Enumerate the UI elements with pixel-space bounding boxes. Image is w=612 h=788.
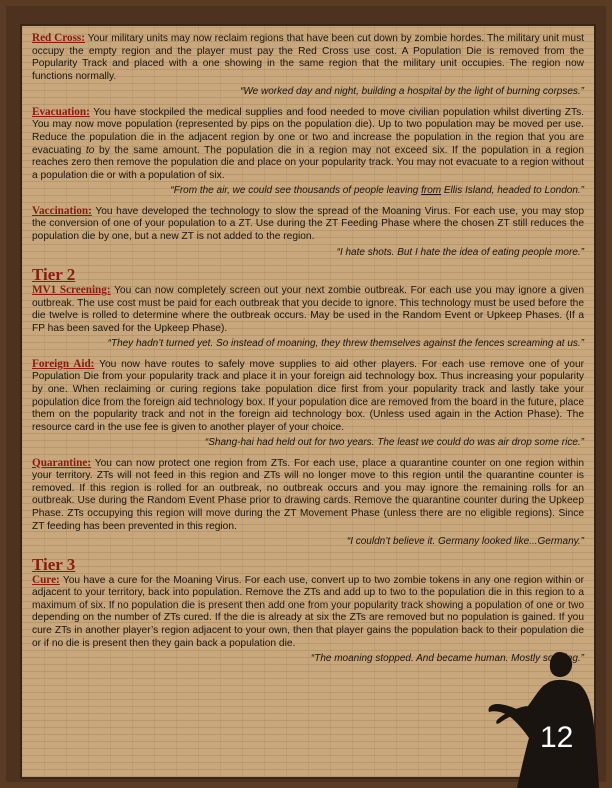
entry-evacuation <box>32 106 584 183</box>
quote-quarantine: “I couldn’t believe it. Germany looked like...Germany.” <box>346 536 584 548</box>
quote-text: Ellis Island, headed to London.” <box>441 185 584 197</box>
heading-tier-3: Tier 3 <box>32 554 76 574</box>
entry-text: You can now completely screen out your next zombie outbreak. For each use you may ignore a given outbreak. The use cost must be paid for each outbreak that you decide to ignore. This technology must be used before the die twelve is rolled to determine where the outbreak occurs. May be used in the Random Event or Upkeep Phases. (If a FP has been saved for the Upkeep Phase). <box>32 284 584 334</box>
entry-text: You can now protect one region from ZTs. For each use, place a quarantine counter on one region within your territory. ZTs will not feed in this region and ZTs will no longer move to this region until the quarantine counter is removed. If this region is rolled for an outbreak, no outbreak occurs and you may ignore the remaining rolls for an outbreak. Use during the Random Event Phase prior to drawing cards. Remove the quarantine counter during the Upkeep Phase. ZTs occupying this region will move during the ZT Movement Phase (unless there are no eligible regions). Since ZT feeding has been prevented in this region. <box>32 457 584 532</box>
heading-tier-2: Tier 2 <box>32 264 76 284</box>
quote-cure: “The moaning stopped. And became human. Mostly sobbing.” <box>310 653 584 665</box>
emphasis-to: to <box>85 144 95 156</box>
quote-text: “From the air, we could see thousands of people leaving <box>170 185 422 197</box>
entry-red-cross <box>32 32 584 83</box>
entry-text: You have stockpiled the medical supplies and food needed to move civilian population whilst diverting ZTs. You may now move population (represented by pips on the population die). Up to two population may be moved per use. Reduce the population die in the adjacent region by one or two and increase the population in the region that you are evacuating <box>32 106 584 156</box>
entry-text: You have a cure for the Moaning Virus. For each use, convert up to two zombie tokens in any one region within or adjacent to your territory, back into population. Remove the ZTs and add up to two to the population die in this region to a maximum of six. If no population die is present then add one from your popularity track showing a population of one or two depending on the number of ZTs cured. If the die is already at six the ZTs are removed but no population is gained. If you cure ZTs in another player’s region adjacent to your own, then that player gains the population back to their population die or if no die is present then they gain back a population die. <box>32 574 584 649</box>
entry-cure <box>32 574 584 651</box>
entry-text: You have developed the technology to slow the spread of the Moaning Virus. For each use, you may stop the conversion of one of your population to a ZT. Use during the ZT Feeding Phase where the chosen ZT still reduces the population die by one, but a new ZT is not added to the region. <box>32 205 584 242</box>
page-number: 12 <box>540 721 574 754</box>
term-foreign-aid: Foreign Aid: <box>32 357 95 370</box>
entry-quarantine <box>32 457 584 534</box>
entry-mv1-screening <box>32 284 584 335</box>
quote-vaccination: “I hate shots. But I hate the idea of eating people more.” <box>336 246 584 258</box>
term-vaccination: Vaccination: <box>32 204 92 217</box>
term-mv1-screening: MV1 Screening: <box>32 283 111 296</box>
entry-text: You now have routes to safely move supplies to aid other players. For each use remove one of your Population Die from your popularity track and place it in your foreign aid technology box. Thus increasing your popularity by one. When reclaiming or curing regions take population dice first from your popularity track and lastly take your population dice from the foreign aid technology box. If your population dice are removed from the board in the future, place them on the popularity track and not in the foreign aid technology box. (Unless used again in the Action Phase). The resource card in the use fee is given to another player of your choice. <box>32 358 584 433</box>
quote-foreign-aid: “Shang-hai had held out for two years. The least we could do was air drop some rice.” <box>204 437 584 449</box>
entry-vaccination <box>32 205 584 244</box>
quote-red-cross: “We worked day and night, building a hospital by the light of burning corpses.” <box>240 86 584 98</box>
term-quarantine: Quarantine: <box>32 456 92 469</box>
quote-evacuation <box>32 185 584 197</box>
quote-underlined: from <box>421 185 442 197</box>
zombie-silhouette-icon <box>487 652 612 788</box>
term-red-cross: Red Cross: <box>32 32 86 44</box>
term-cure: Cure: <box>32 573 60 586</box>
entry-text: by the same amount. The population die in a region may not exceed six. If the population in a region reaches zero then remove the population die and place on your popularity track. You may not evacuate to a region without a population die or with a population of six. <box>32 144 584 181</box>
entry-text: Your military units may now reclaim regions that have been cut down by zombie hordes. The military unit must occupy the empty region and the player must pay the Red Cross use cost. A Population Die is removed from the Popularity Track and placed with a one showing in the same region that the military unit occupies. The region now functions normally. <box>32 33 584 82</box>
term-evacuation: Evacuation: <box>32 105 90 118</box>
entry-foreign-aid <box>32 358 584 435</box>
quote-mv1-screening: “They hadn’t turned yet. So instead of moaning, they threw themselves against the fences screaming at us.” <box>107 338 584 350</box>
